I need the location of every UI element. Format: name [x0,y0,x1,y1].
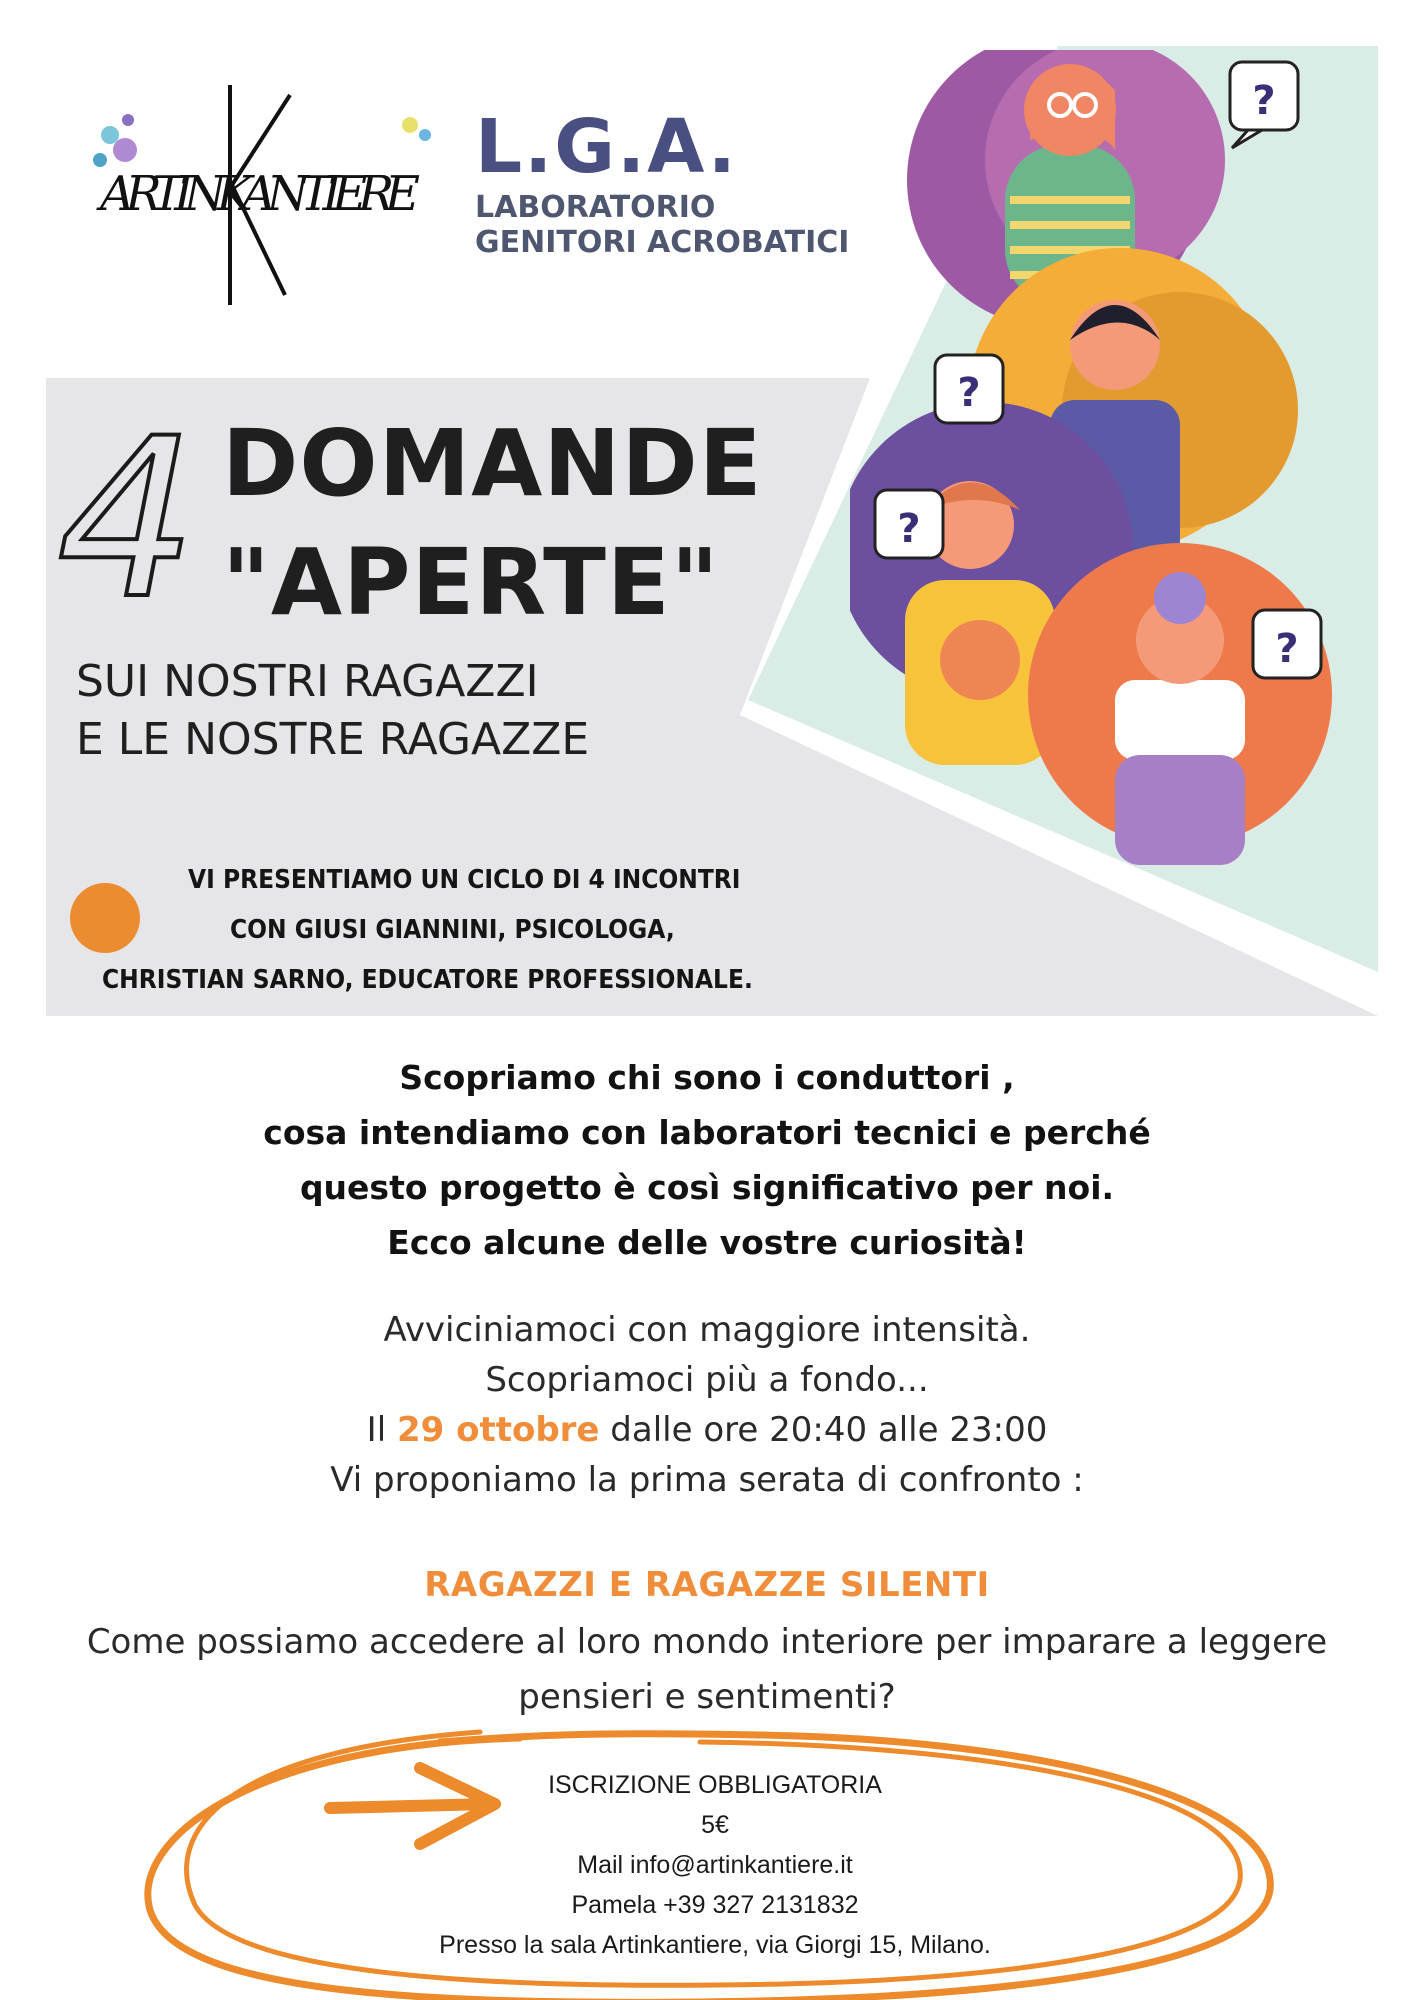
question-bubble-icon [1253,610,1321,678]
svg-text:?: ? [1252,78,1276,124]
presentation-line2: CON GIUSI GIANNINI, PSICOLOGA, [230,915,675,945]
svg-text:?: ? [1275,626,1299,672]
lga-line2: GENITORI ACROBATICI [475,225,850,261]
topic-title: RAGAZZI E RAGAZZE SILENTI [424,1565,990,1605]
svg-text:?: ? [897,506,921,552]
question-bubble-icon [875,490,943,558]
intro-line4: Ecco alcune delle vostre curiosità! [387,1223,1027,1262]
people-illustration [850,50,1370,870]
event-line1: Avviciniamoci con maggiore intensità. [383,1310,1031,1350]
lga-subtitle [475,190,849,260]
question-bubble-icon [1230,62,1298,148]
registration-price: 5€ [701,1811,729,1839]
topic-question [0,1615,1414,1725]
orange-dot-icon [70,883,140,953]
headline-aperte: "APERTE" [222,529,720,636]
registration-title: ISCRIZIONE OBBLIGATORIA [548,1771,882,1799]
date-suffix: dalle ore 20:40 alle 23:00 [599,1410,1048,1450]
date-prefix: Il [366,1410,397,1450]
presentation-line1: VI PRESENTIAMO UN CICLO DI 4 INCONTRI [188,865,741,895]
intro-line3: questo progetto è così significativo per noi. [299,1168,1115,1207]
event-date-line [0,1405,1414,1455]
question-line1: Come possiamo accedere al loro mondo interiore per imparare a leggere [86,1622,1328,1662]
event-text [0,1305,1414,1505]
presentation-line3: CHRISTIAN SARNO, EDUCATORE PROFESSIONALE. [102,965,753,995]
intro-line1: Scopriamo chi sono i conduttori , [399,1058,1015,1097]
svg-text:?: ? [957,370,981,416]
event-line2: Scopriamoci più a fondo... [485,1360,929,1400]
svg-text:4: 4 [57,410,197,610]
registration-mail[interactable]: Mail info@artinkantiere.it [577,1851,853,1879]
lga-title: L.G.A. [475,104,738,190]
subtitle-line1: SUI NOSTRI RAGAZZI [76,656,539,707]
big-four-numeral [52,410,222,610]
question-line2: pensieri e sentimenti? [518,1677,896,1717]
intro-text [0,1050,1414,1270]
event-line4: Vi proponiamo la prima serata di confronto : [330,1460,1084,1500]
registration-location: Presso la sala Artinkantiere, via Giorgi 15, Milano. [439,1931,991,1959]
headline-domande: DOMANDE [222,410,763,517]
intro-line2: cosa intendiamo con laboratori tecnici e perché [263,1113,1151,1152]
event-date: 29 ottobre [396,1410,600,1450]
subtitle-line2: E LE NOSTRE RAGAZZE [76,714,590,765]
artinkantiere-logo [80,75,440,315]
registration-phone[interactable]: Pamela +39 327 2131832 [571,1891,859,1919]
registration-info [330,1765,1100,1965]
svg-text:ARTINKANTIERE: ARTINKANTIERE [100,166,420,222]
question-bubble-icon [935,355,1003,423]
lga-line1: LABORATORIO [475,190,716,225]
